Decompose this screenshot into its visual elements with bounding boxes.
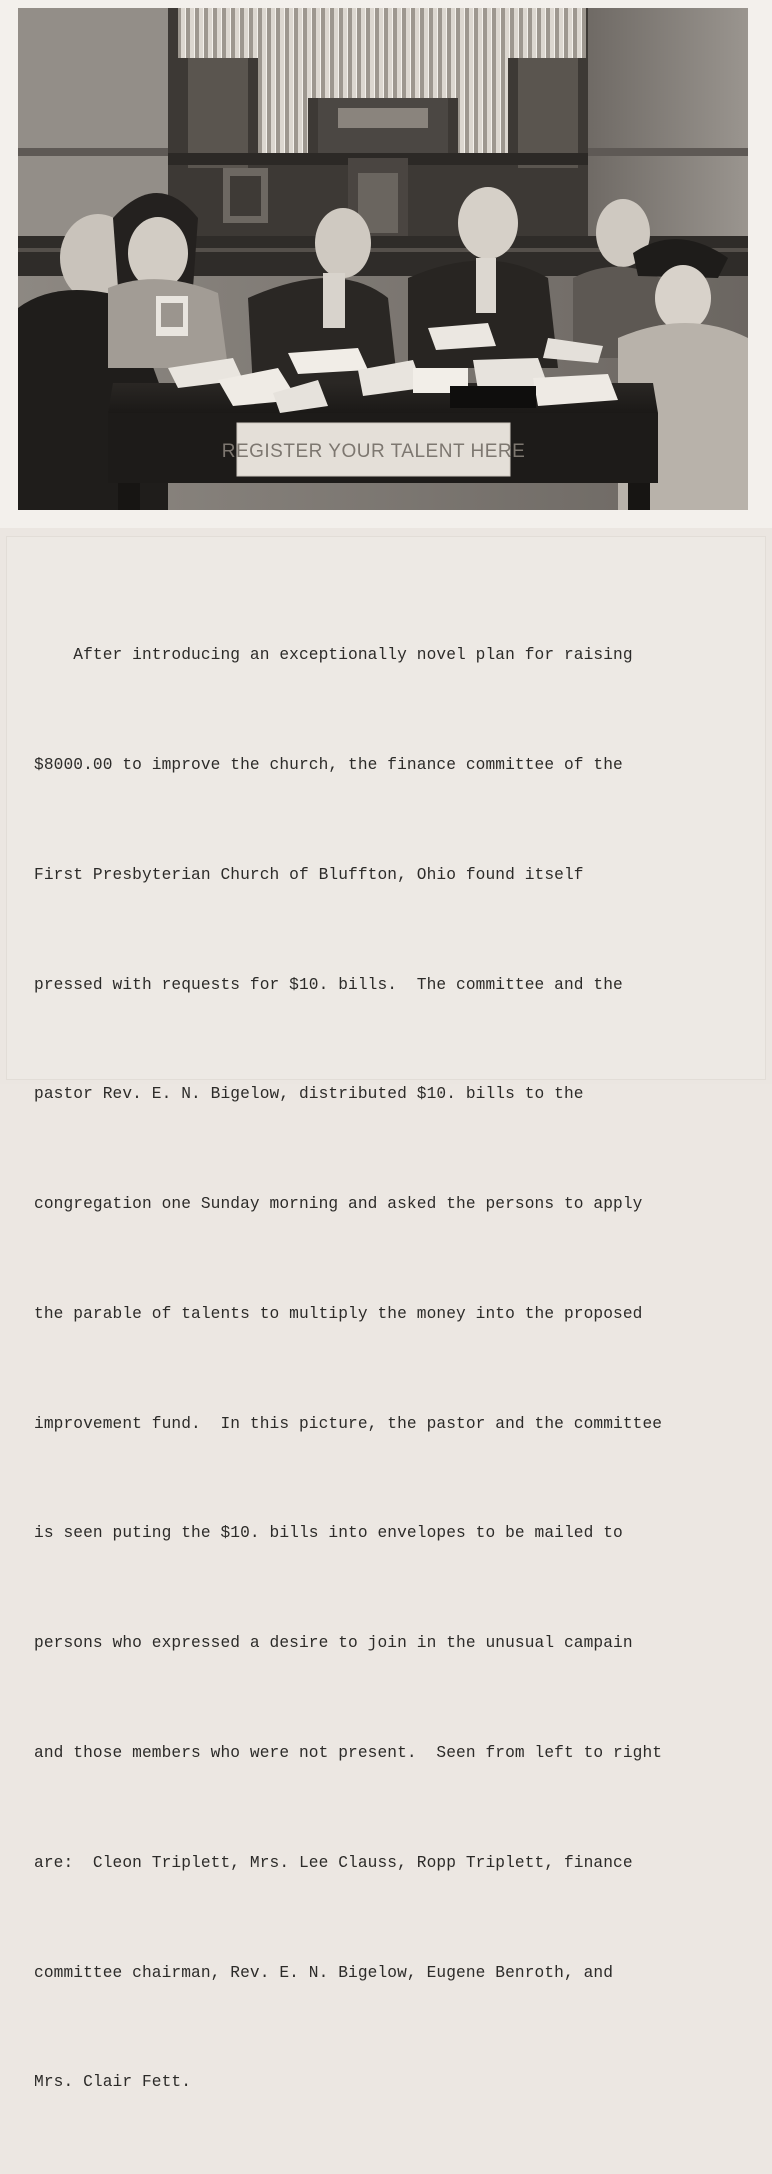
caption-line: is seen puting the $10. bills into envelopes to be mailed to: [34, 1524, 623, 1543]
caption-line: the parable of talents to multiply the money into the proposed: [34, 1304, 643, 1323]
caption-line: committee chairman, Rev. E. N. Bigelow, Eugene Benroth, and: [34, 1963, 614, 1982]
register-talent-sign: REGISTER YOUR TALENT HERE: [221, 441, 526, 462]
typed-caption-sheet: [6, 536, 766, 2092]
caption-line: congregation one Sunday morning and asked the persons to apply: [34, 1195, 643, 1214]
caption-line: are: Cleon Triplett, Mrs. Lee Clauss, Ropp Triplett, finance: [34, 1853, 633, 1872]
caption-line: First Presbyterian Church of Bluffton, Ohio found itself: [34, 865, 584, 884]
photo-print: [0, 0, 772, 528]
photo-scene: [18, 8, 748, 510]
caption-line: pastor Rev. E. N. Bigelow, distributed $10. bills to the: [34, 1085, 584, 1104]
caption-line: Mrs. Clair Fett.: [34, 2073, 192, 2092]
caption-text: [34, 564, 750, 2174]
caption-line: persons who expressed a desire to join in the unusual campain: [34, 1634, 633, 1653]
black-and-white-photograph: [18, 8, 748, 510]
caption-line: $8000.00 to improve the church, the finance committee of the: [34, 755, 623, 774]
caption-line: pressed with requests for $10. bills. The committee and the: [34, 975, 623, 994]
caption-line: After introducing an exceptionally novel plan for raising: [34, 646, 633, 665]
caption-line: and those members who were not present. Seen from left to right: [34, 1744, 663, 1762]
caption-line: improvement fund. In this picture, the pastor and the committee: [34, 1414, 663, 1433]
